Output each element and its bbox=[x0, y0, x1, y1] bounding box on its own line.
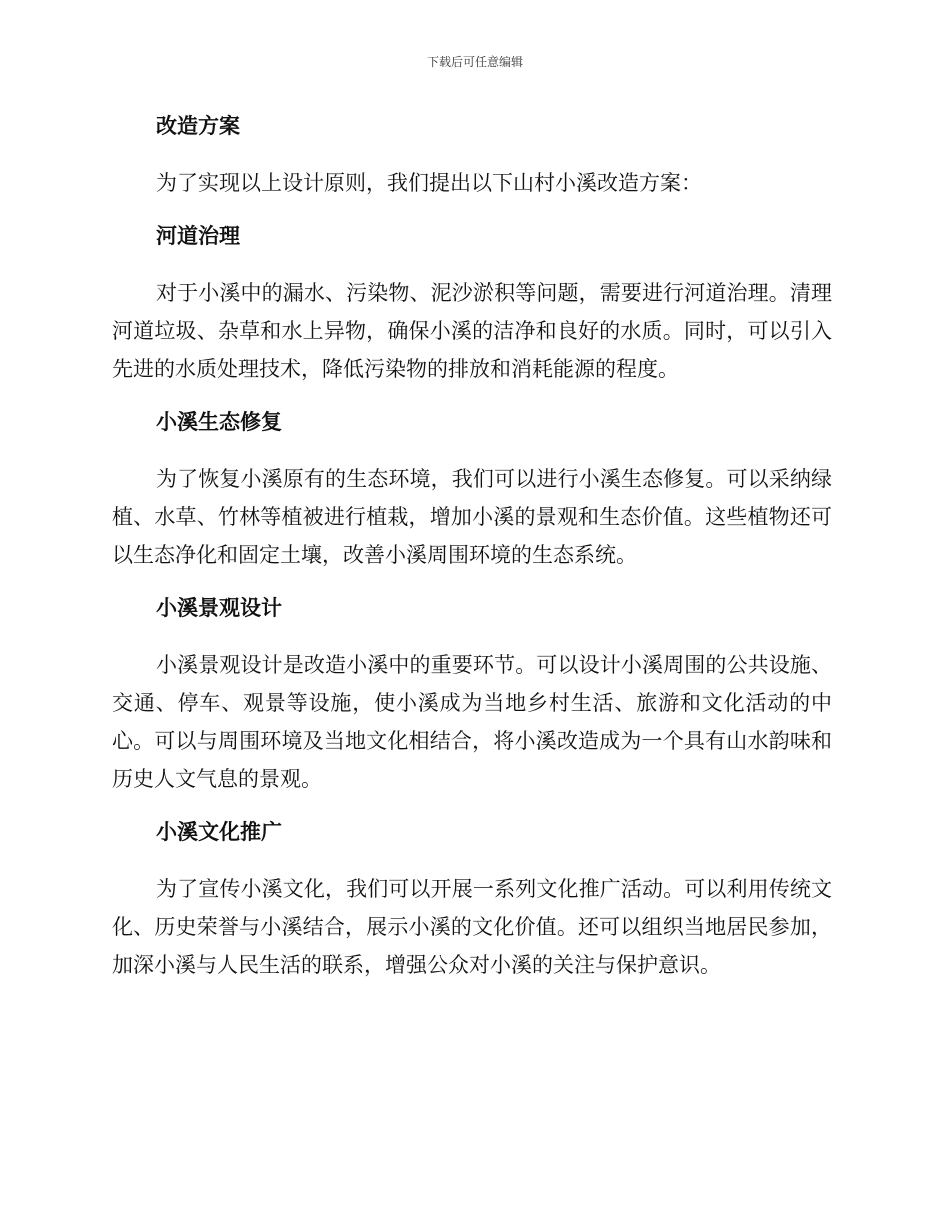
paragraph-cultural-promotion: 为了宣传小溪文化，我们可以开展一系列文化推广活动。可以利用传统文化、历史荣誉与小溪结合，展示小溪的文化价值。还可以组织当地居民参加，加深小溪与人民生活的联系，增强公众对小溪的关注与保护意识。 bbox=[112, 877, 832, 977]
paragraph-intro: 为了实现以上设计原则，我们提出以下山村小溪改造方案： bbox=[156, 171, 702, 195]
paragraph-ecological-restoration: 为了恢复小溪原有的生态环境，我们可以进行小溪生态修复。可以采纳绿植、水草、竹林等植被进行植栽，增加小溪的景观和生态价值。这些植物还可以生态净化和固定土壤，改善小溪周围环境的生态系统。 bbox=[112, 467, 832, 567]
paragraph-river-management: 对于小溪中的漏水、污染物、泥沙淤积等问题，需要进行河道治理。清理河道垃圾、杂草和水上异物，确保小溪的洁净和良好的水质。同时，可以引入先进的水质处理技术，降低污染物的排放和消耗能源的程度。 bbox=[112, 281, 832, 381]
heading-ecological-restoration: 小溪生态修复 bbox=[156, 409, 282, 434]
document-body bbox=[112, 108, 832, 984]
heading-landscape-design: 小溪景观设计 bbox=[156, 595, 282, 620]
page-header: 下载后可任意编辑 bbox=[426, 55, 523, 69]
heading-renovation-plan: 改造方案 bbox=[156, 113, 240, 138]
heading-river-management: 河道治理 bbox=[156, 223, 240, 248]
heading-cultural-promotion: 小溪文化推广 bbox=[156, 819, 282, 844]
paragraph-landscape-design: 小溪景观设计是改造小溪中的重要环节。可以设计小溪周围的公共设施、交通、停车、观景等设施，使小溪成为当地乡村生活、旅游和文化活动的中心。可以与周围环境及当地文化相结合，将小溪改造成为一个具有山水韵味和历史人文气息的景观。 bbox=[112, 653, 832, 791]
